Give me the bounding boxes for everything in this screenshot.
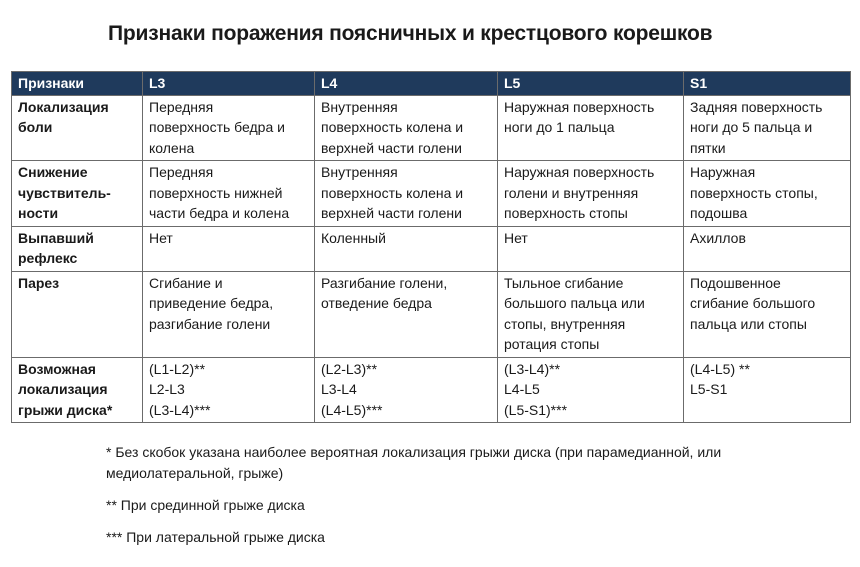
header-l3: L3 — [143, 72, 315, 96]
cell-l4: (L2-L3)** L3-L4 (L4-L5)*** — [315, 357, 498, 423]
lumbar-sacral-root-table — [11, 71, 851, 423]
cell-l3: Передняя поверхность бедра и колена — [143, 95, 315, 161]
row-label-paresis: Парез — [12, 271, 143, 357]
cell-l4: Внутренняя поверхность колена и верхней части голени — [315, 161, 498, 227]
footnote-3: *** При латеральной грыже диска — [106, 529, 325, 545]
footnotes — [106, 442, 826, 548]
header-signs: Признаки — [12, 72, 143, 96]
row-label-sensitivity: Снижение чувствитель- ности — [12, 161, 143, 227]
row-label-hernia-localization: Возможная локализация грыжи диска* — [12, 357, 143, 423]
header-l5: L5 — [498, 72, 684, 96]
cell-l5: Нет — [498, 226, 684, 271]
cell-s1: Задняя поверхность ноги до 5 пальца и пятки — [684, 95, 851, 161]
cell-l3: Сгибание и приведение бедра, разгибание голени — [143, 271, 315, 357]
table-row — [12, 357, 851, 423]
row-label-pain-localization: Локализация боли — [12, 95, 143, 161]
cell-l5: Наружная поверхность ноги до 1 пальца — [498, 95, 684, 161]
cell-s1: Подошвенное сгибание большого пальца или стопы — [684, 271, 851, 357]
cell-l4: Внутренняя поверхность колена и верхней части голени — [315, 95, 498, 161]
cell-s1: Ахиллов — [684, 226, 851, 271]
table-row — [12, 95, 851, 161]
cell-l5: Тыльное сгибание большого пальца или стопы, внутренняя ротация стопы — [498, 271, 684, 357]
header-l4: L4 — [315, 72, 498, 96]
cell-l3: Нет — [143, 226, 315, 271]
header-s1: S1 — [684, 72, 851, 96]
cell-l5: (L3-L4)** L4-L5 (L5-S1)*** — [498, 357, 684, 423]
page-title: Признаки поражения поясничных и крестцового корешков — [108, 22, 713, 45]
cell-l4: Разгибание голени, отведение бедра — [315, 271, 498, 357]
cell-l3: (L1-L2)** L2-L3 (L3-L4)*** — [143, 357, 315, 423]
cell-l4: Коленный — [315, 226, 498, 271]
footnote-2: ** При срединной грыже диска — [106, 497, 305, 513]
cell-s1: (L4-L5) ** L5-S1 — [684, 357, 851, 423]
table-row — [12, 271, 851, 357]
row-label-reflex: Выпавший рефлекс — [12, 226, 143, 271]
footnote-1: * Без скобок указана наиболее вероятная локализация грыжи диска (при парамедианной, или медиолатеральной, грыже) — [106, 444, 722, 481]
table-row — [12, 161, 851, 227]
table-header-row — [12, 72, 851, 96]
cell-s1: Наружная поверхность стопы, подошва — [684, 161, 851, 227]
cell-l5: Наружная поверхность голени и внутренняя поверхность стопы — [498, 161, 684, 227]
cell-l3: Передняя поверхность нижней части бедра и колена — [143, 161, 315, 227]
table-row — [12, 226, 851, 271]
